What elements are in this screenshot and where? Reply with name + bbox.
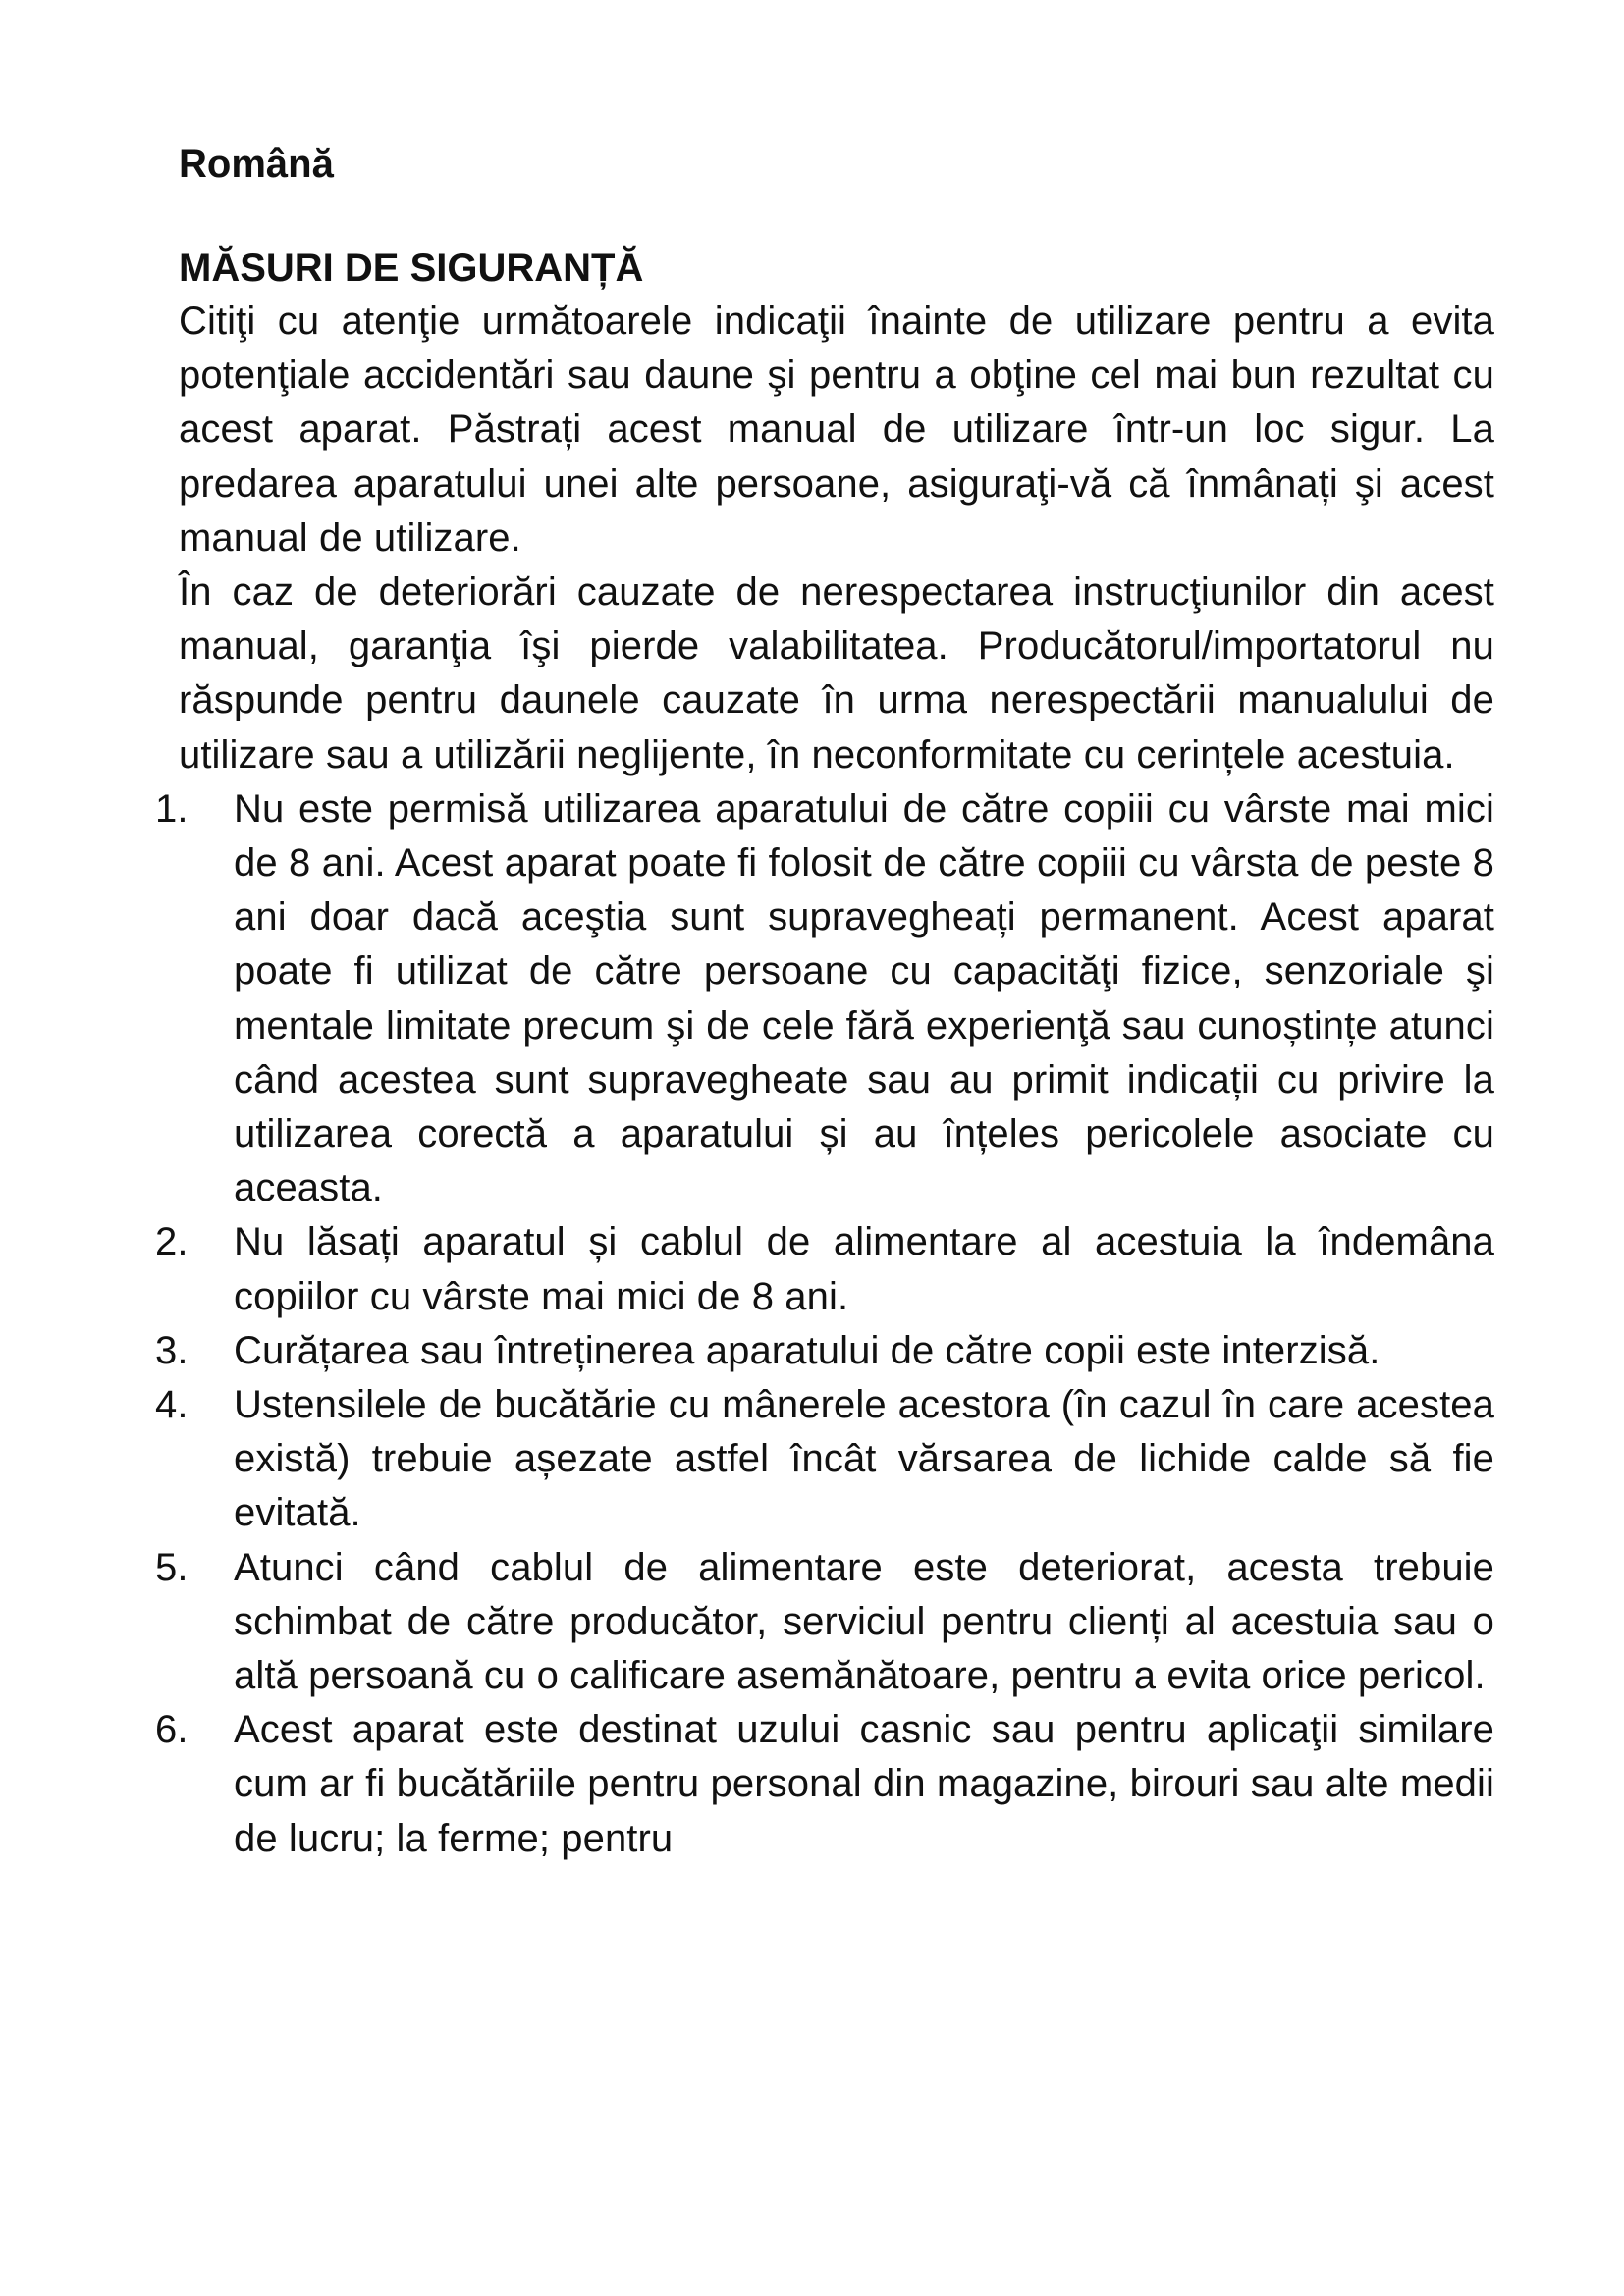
safety-list [155, 782, 1494, 1866]
list-item-text: Ustensilele de bucătărie cu mânerele acestora (în cazul în care acestea există) trebuie așezate astfel încât vărsarea de lichide calde să fie evitată. [234, 1383, 1494, 1535]
list-item-number: 5. [155, 1545, 189, 1589]
list-item-number: 2. [155, 1220, 189, 1264]
language-heading: Română [179, 142, 334, 186]
list-item [155, 1541, 1494, 1704]
list-item [155, 782, 1494, 1216]
warranty-paragraph: În caz de deteriorări cauzate de nerespectarea instrucţiunilor din acest manual, garanţia îşi pierde valabilitatea. Producătorul/importatorul nu răspunde pentru daunele cauzate în urma nerespectării manualului de utilizare sau a utilizării neglijente, în neconformitate cu cerințele acestuia. [179, 570, 1494, 776]
list-item-text: Curățarea sau întreținerea aparatului de către copii este interzisă. [234, 1328, 1380, 1372]
list-item-text: Atunci când cablul de alimentare este deteriorat, acesta trebuie schimbat de către producător, serviciul pentru clienți al acestuia sau o altă persoană cu o calificare asemănătoare, pentru a evita orice pericol. [234, 1545, 1494, 1698]
list-item-text: Nu este permisă utilizarea aparatului de către copiii cu vârste mai mici de 8 ani. Acest aparat poate fi folosit de către copiii cu vârsta de peste 8 ani doar dacă aceştia sunt supravegheați permanent. Acest aparat poate fi utilizat de către persoane cu capacităţi fizice, senzoriale şi mentale limitate precum şi de cele fără experienţă sau cunoștințe atunci când acestea sunt supravegheate sau au primit indicații cu privire la utilizarea corectă a aparatului și au înțeles pericolele asociate cu aceasta. [234, 786, 1494, 1210]
list-item-number: 4. [155, 1383, 189, 1427]
intro-paragraph: Citiţi cu atenţie următoarele indicaţii înainte de utilizare pentru a evita potenţiale accidentări sau daune şi pentru a obţine cel mai bun rezultat cu acest aparat. Păstrați acest manual de utilizare într-un loc sigur. La predarea aparatului unei alte persoane, asiguraţi-vă că înmânați şi acest manual de utilizare. [179, 299, 1494, 560]
list-item-number: 3. [155, 1328, 189, 1372]
list-item-text: Acest aparat este destinat uzului casnic sau pentru aplicaţii similare cum ar fi bucătăriile pentru personal din magazine, birouri sau alte medii de lucru; la ferme; pentru [234, 1708, 1494, 1860]
list-item [155, 1703, 1494, 1866]
list-item-text: Nu lăsați aparatul și cablul de alimentare al acestuia la îndemâna copiilor cu vârste mai mici de 8 ani. [234, 1220, 1494, 1318]
list-item-number: 1. [155, 786, 189, 830]
list-item [155, 1215, 1494, 1323]
list-item [155, 1378, 1494, 1541]
safety-title: MĂSURI DE SIGURANȚĂ [179, 246, 644, 290]
list-item-number: 6. [155, 1708, 189, 1752]
list-item [155, 1324, 1494, 1378]
document-page [155, 137, 1494, 1866]
